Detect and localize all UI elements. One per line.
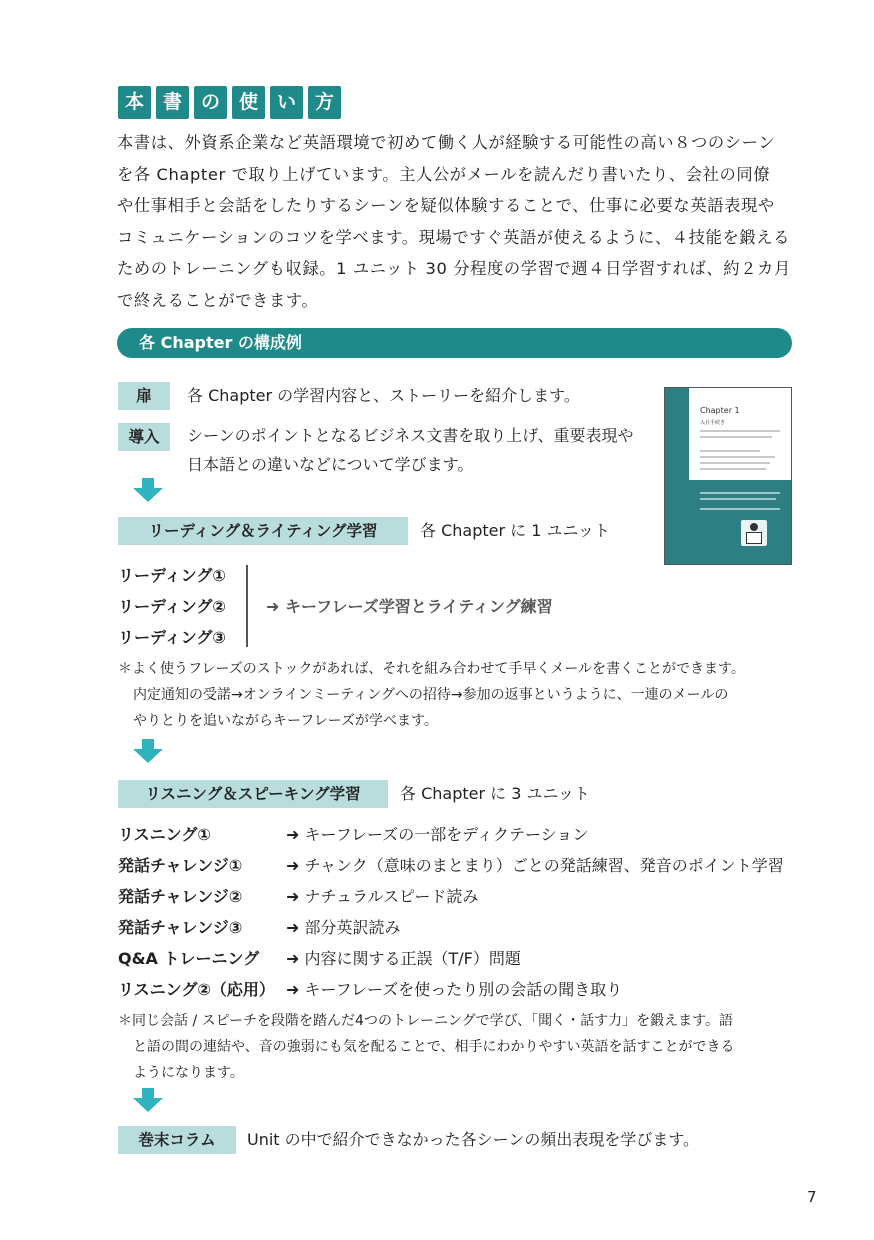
listening-row-text: キーフレーズを使ったり別の会話の聞き取り [304,980,623,999]
listening-row-text: チャンク（意味のまとまり）ごとの発話練習、発音のポイント学習 [304,856,784,875]
reading-target: ➜ キーフレーズ学習とライティング練習 [266,597,553,616]
heading-char: 書 [156,86,189,119]
listening-footnote: と語の間の連結や、音の強弱にも気を配ることで、相手にわかりやすい英語を話すことができる [133,1039,735,1055]
reading-item: リーディング① [118,566,226,585]
dounyu-line: シーンのポイントとなるビジネス文書を取り上げ、重要表現や [187,426,634,445]
listening-row-left: リスニング②（応用） [118,980,275,999]
intro-line: 本書は、外資系企業など英語環境で初めて働く人が経験する可能性の高い８つのシーン [117,133,776,152]
listening-row-text: 内容に関する正誤（T/F）問題 [304,949,521,968]
listening-row-left: リスニング① [118,825,211,844]
section-title-bar: 各 Chapter の構成例 [117,328,792,358]
arrow-right-icon: ➜ [286,918,300,937]
tobira-tag: 扉 [118,382,170,410]
thumbnail-text-line [700,456,775,458]
listening-row-right [286,884,478,907]
down-arrow-icon [133,739,163,763]
dounyu-tag: 導入 [118,423,170,451]
reading-item: リーディング③ [118,628,226,647]
thumbnail-subtitle: 入社手続き [700,420,726,426]
thumbnail-text-line [700,430,780,432]
listening-row-right [286,977,622,1000]
thumbnail-text-line [700,508,780,510]
thumbnail-text-line [700,450,760,452]
arrow-right-icon: ➜ [286,825,300,844]
heading-char: 使 [232,86,265,119]
down-arrow-icon [133,1088,163,1112]
arrow-right-icon: ➜ [286,887,300,906]
listening-row-left: Q&A トレーニング [118,949,260,968]
thumbnail-text-line [700,468,766,470]
tobira-text: 各 Chapter の学習内容と、ストーリーを紹介します。 [187,386,580,405]
intro-line: で終えることができます。 [117,290,319,310]
listening-row-right [286,915,401,938]
reading-note: 各 Chapter に 1 ユニット [420,521,610,540]
person-illustration-icon [741,520,767,546]
intro-line: ためのトレーニングも収録。1 ユニット 30 分程度の学習で週４日学習すれば、約２カ月 [117,259,791,278]
listening-row-right [286,822,588,845]
listening-row-text: キーフレーズの一部をディクテーション [304,825,589,844]
intro-paragraph [117,127,797,316]
intro-line: を各 Chapter で取り上げています。主人公がメールを読んだり書いたり、会社の同僚 [117,164,771,184]
column-tag: 巻末コラム [118,1126,236,1154]
heading-char: 方 [308,86,341,119]
arrow-right-icon: ➜ [286,949,300,968]
listening-tag: リスニング＆スピーキング学習 [118,780,388,808]
intro-line: コミュニケーションのコツを学べます。現場ですぐ英語が使えるように、４技能を鍛える [117,227,790,247]
arrow-right-icon: ➜ [286,980,300,999]
column-text: Unit の中で紹介できなかった各シーンの頻出表現を学びます。 [247,1130,700,1149]
thumbnail-text-line [700,492,780,494]
listening-row-right [286,946,521,969]
bracket-divider [246,565,248,647]
down-arrow-icon [133,478,163,502]
chapter-opener-thumbnail [664,387,792,565]
thumbnail-text-line [700,436,772,438]
thumbnail-text-line [700,498,776,500]
listening-footnote: ようになります。 [133,1065,244,1081]
listening-row-left: 発話チャレンジ② [118,887,243,906]
arrow-right-icon: ➜ [286,856,300,875]
heading-char: 本 [118,86,151,119]
listening-note: 各 Chapter に 3 ユニット [400,784,590,803]
thumbnail-text-line [700,462,770,464]
heading-char: の [194,86,227,119]
listening-row-right [286,853,784,876]
listening-row-text: ナチュラルスピード読み [304,887,479,906]
page-heading [118,86,341,119]
reading-footnote: ＊よく使うフレーズのストックがあれば、それを組み合わせて手早くメールを書くことができます。 [118,661,745,677]
reading-item: リーディング② [118,597,226,616]
reading-tag: リーディング＆ライティング学習 [118,517,408,545]
listening-footnote: ＊同じ会話 / スピーチを段階を踏んだ4つのトレーニングで学び、「聞く・話す力」を鍛えます。語 [118,1013,734,1029]
page-number: 7 [807,1188,817,1206]
heading-char: い [270,86,303,119]
thumbnail-title: Chapter 1 [700,406,740,415]
dounyu-line: 日本語との違いなどについて学びます。 [187,455,474,474]
reading-footnote: 内定通知の受諾→オンラインミーティングへの招待→参加の返事というように、一連のメールの [133,687,729,703]
intro-line: や仕事相手と会話をしたりするシーンを疑似体験することで、仕事に必要な英語表現や [117,196,775,215]
listening-row-text: 部分英訳読み [304,918,401,937]
listening-row-left: 発話チャレンジ① [118,856,243,875]
reading-footnote: やりとりを追いながらキーフレーズが学べます。 [133,713,438,729]
listening-row-left: 発話チャレンジ③ [118,918,243,937]
